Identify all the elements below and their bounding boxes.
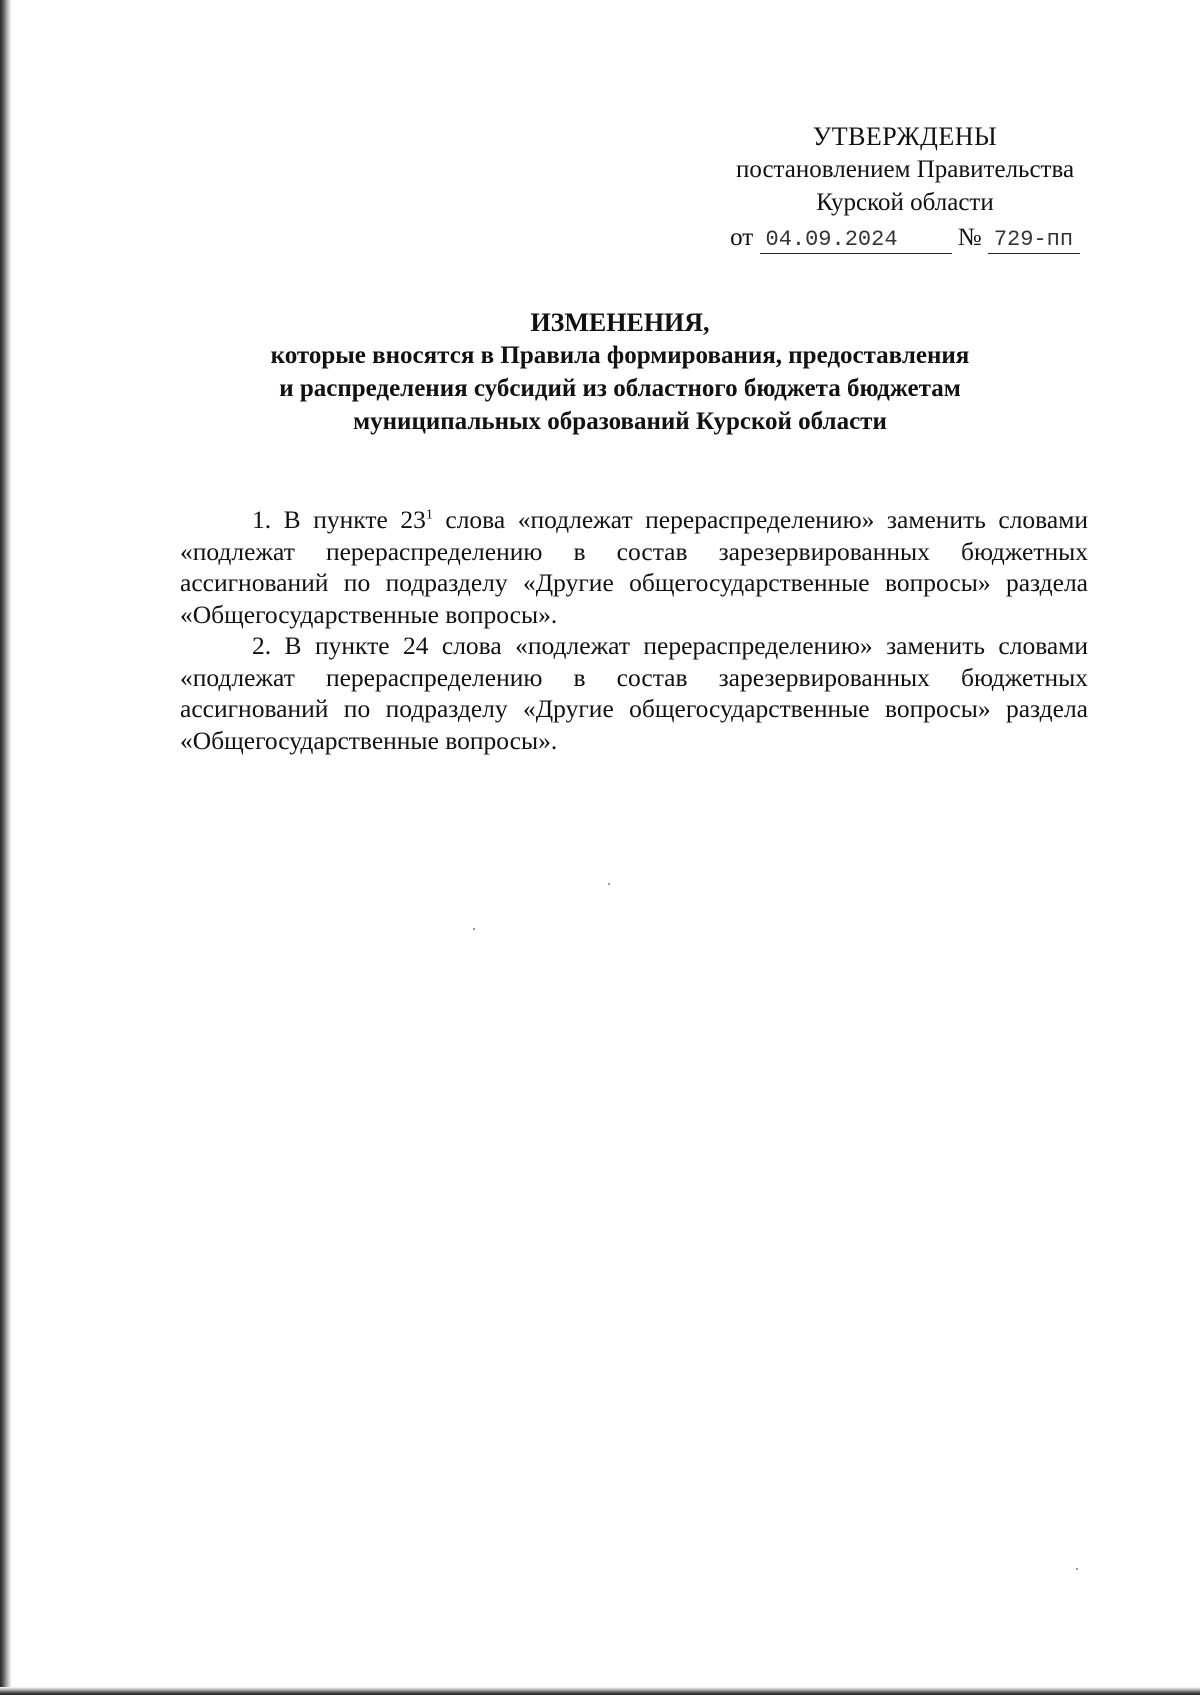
scan-speck — [1076, 1568, 1078, 1570]
approval-line-2: Курской области — [816, 189, 994, 216]
approval-date-line — [700, 221, 1110, 254]
title-line-1: которые вносятся в Правила формирования, предоставления — [270, 342, 970, 369]
number-field — [988, 225, 1080, 254]
date-field — [760, 225, 952, 254]
date-value: 04.09.2024 — [765, 227, 898, 252]
document-body — [180, 504, 1088, 756]
scan-speck — [473, 928, 475, 930]
number-prefix: № — [957, 224, 982, 251]
date-prefix: от — [730, 224, 754, 251]
document-title: ИЗМЕНЕНИЯ, — [530, 308, 710, 337]
approval-heading: УТВЕРЖДЕНЫ — [812, 122, 998, 151]
number-value: 729-пп — [993, 227, 1074, 252]
scan-edge-left — [0, 0, 12, 1695]
scan-edge-bottom — [0, 1687, 1200, 1695]
item-1 — [180, 504, 1088, 630]
document-title-block — [200, 306, 1040, 438]
item-1-superscript: 1 — [425, 507, 433, 523]
item-1-rest: слова «подлежат перераспределению» заменить словами «подлежат перераспределению в состав зарезервированных бюджетных ассигнований по подразделу «Другие общегосударственные вопросы» раздела «Общегосударственные вопросы». — [180, 505, 1088, 629]
title-line-3: муниципальных образований Курской области — [353, 408, 887, 435]
scan-speck — [608, 883, 610, 885]
item-2: 2. В пункте 24 слова «подлежат перераспределению» заменить словами «подлежат перераспределению в состав зарезервированных бюджетных ассигнований по подразделу «Другие общегосударственные вопросы» раздела «Общегосударственные вопросы». — [180, 631, 1088, 755]
title-line-2: и распределения субсидий из областного бюджета бюджетам — [279, 375, 961, 402]
item-1-start: 1. В пункте 23 — [252, 505, 426, 534]
approval-line-1: постановлением Правительства — [735, 156, 1075, 183]
approval-stamp-block — [700, 120, 1110, 254]
